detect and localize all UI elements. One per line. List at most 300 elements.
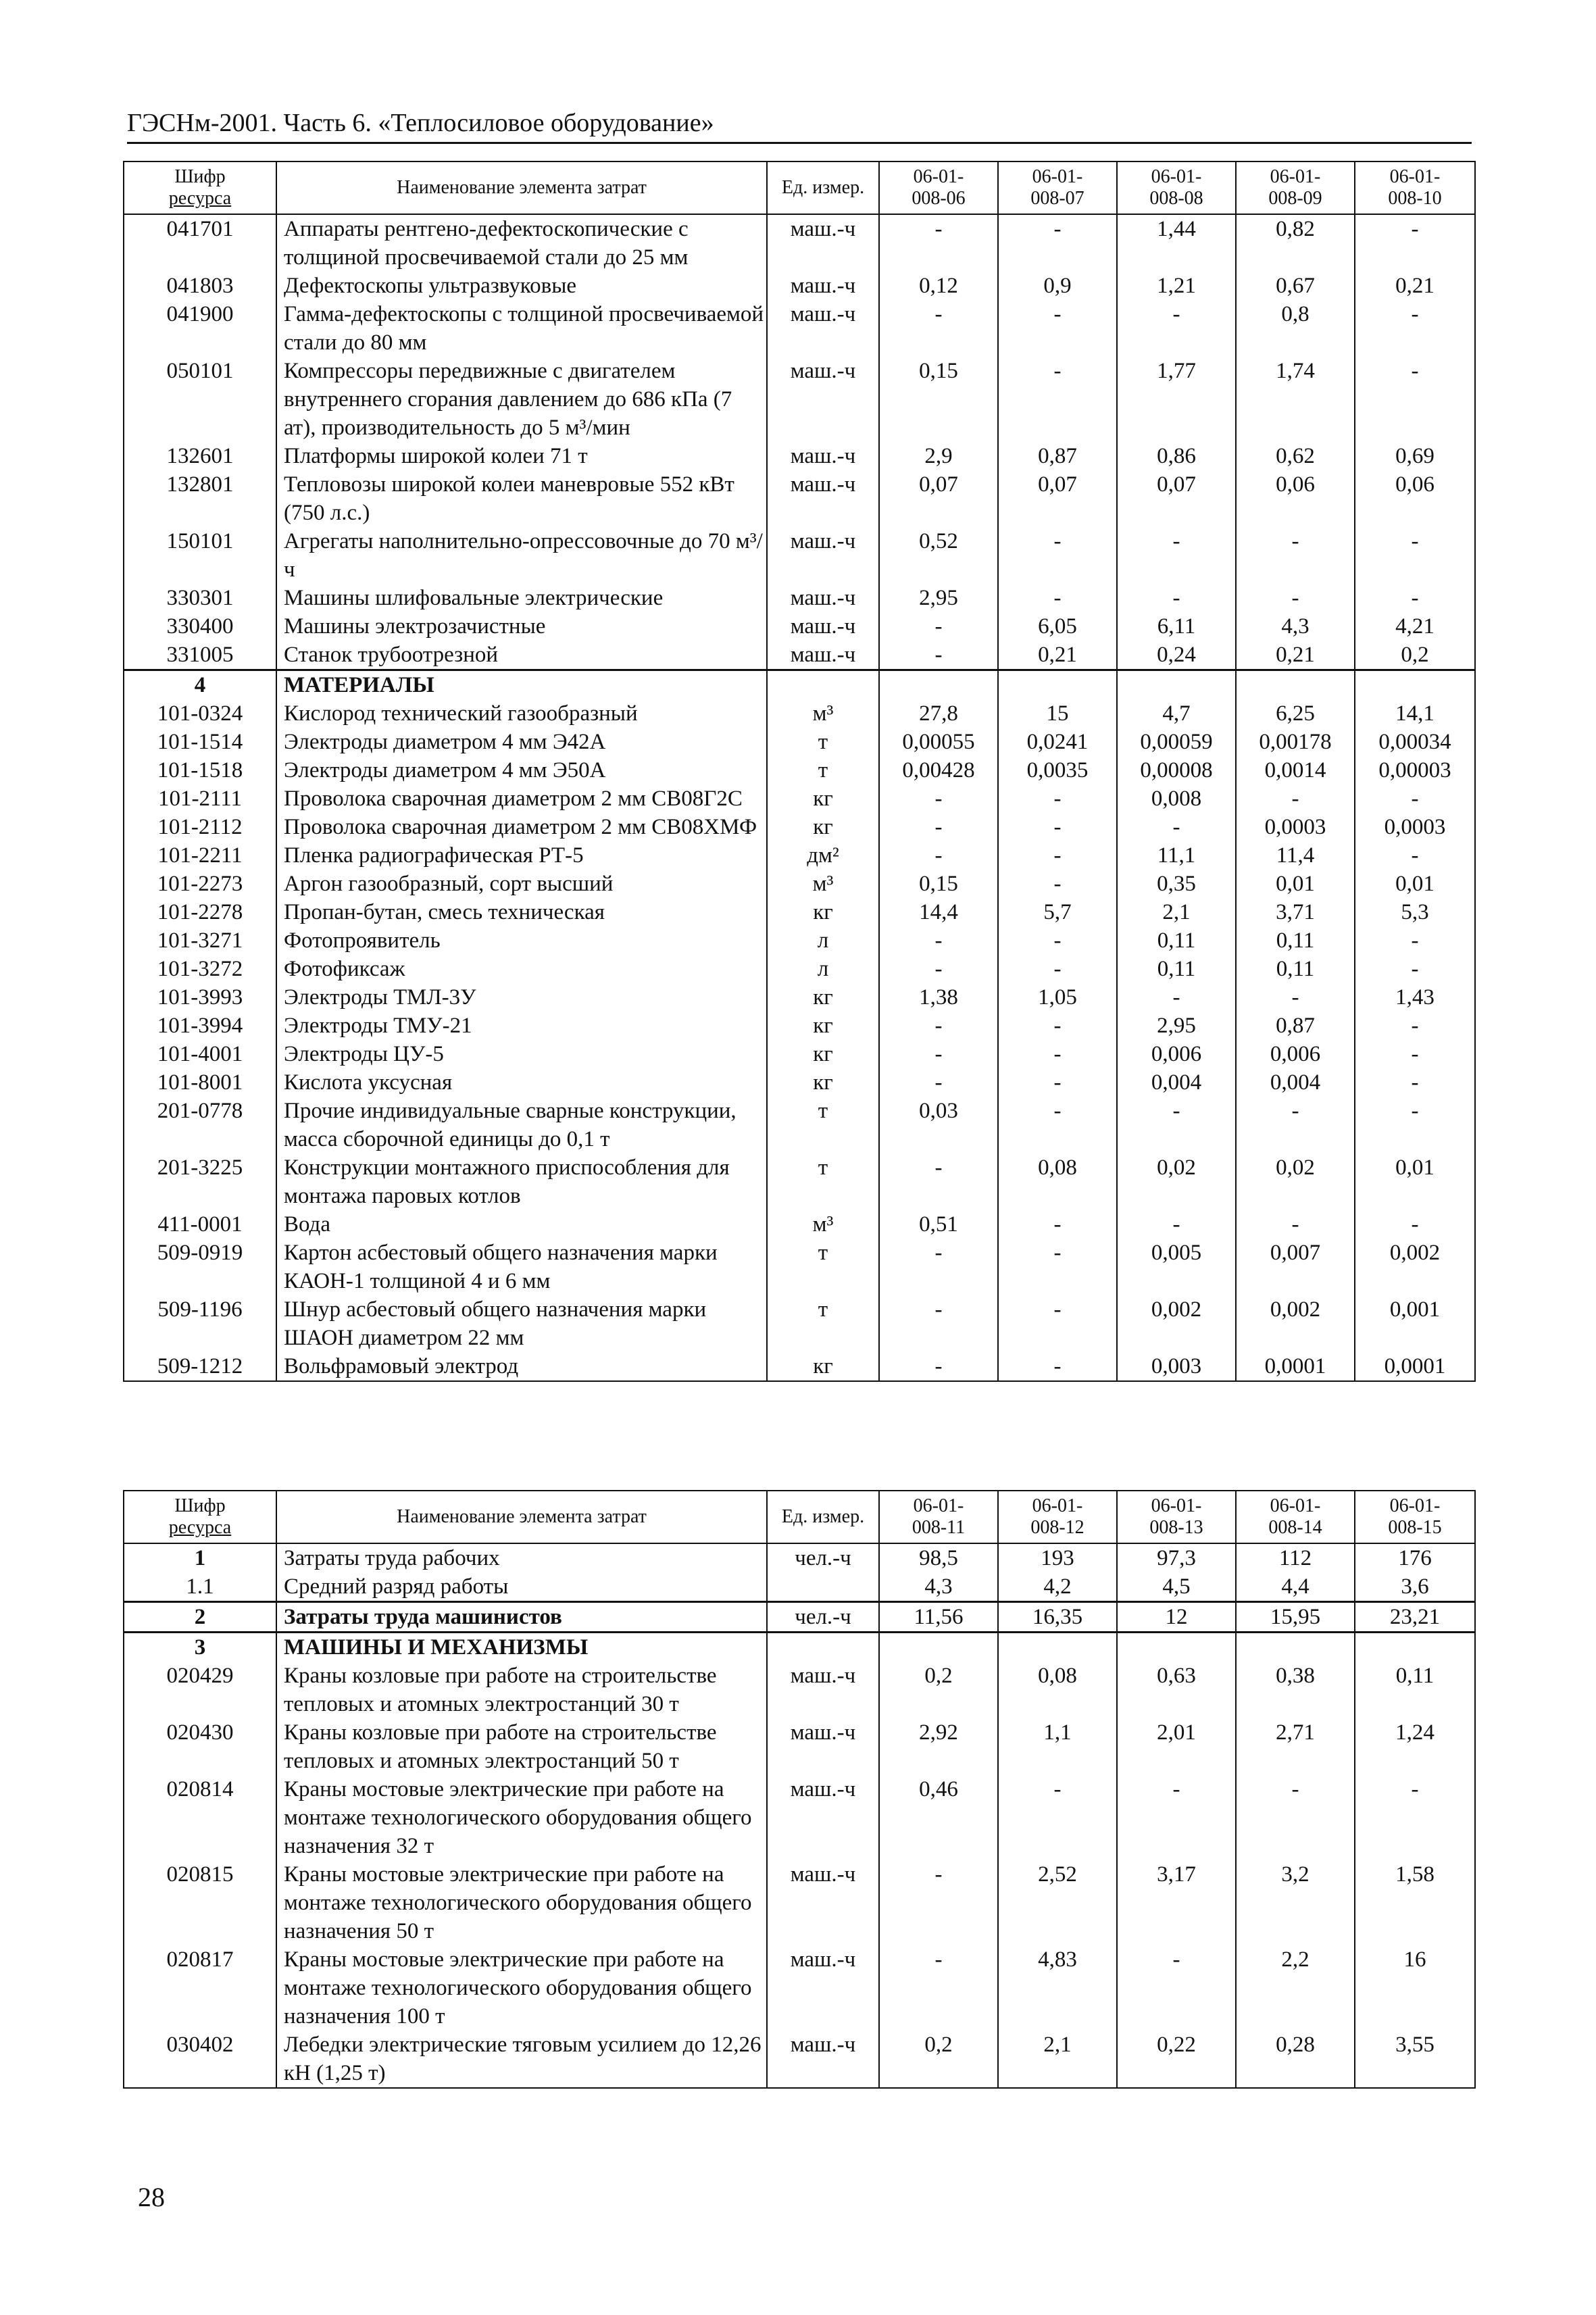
value-cell: 0,07 xyxy=(998,470,1117,527)
unit xyxy=(767,670,879,700)
resource-name: Краны козловые при работе на строительстве тепловых и атомных электростанций 50 т xyxy=(276,1718,767,1775)
table-row xyxy=(124,870,1475,898)
value-cell: 0,15 xyxy=(879,357,998,442)
value-cell xyxy=(1117,670,1236,700)
value-cell: 16 xyxy=(1355,1945,1475,2031)
resource-name: Агрегаты наполнительно-опрессовочные до 70 м³/ч xyxy=(276,527,767,584)
unit: маш.-ч xyxy=(767,641,879,670)
value-cell: 15,95 xyxy=(1236,1602,1355,1633)
value-cell: - xyxy=(1355,1775,1475,1860)
table-row xyxy=(124,785,1475,813)
resource-code: 101-2278 xyxy=(124,898,276,926)
resource-name: Средний разряд работы xyxy=(276,1572,767,1602)
page-number: 28 xyxy=(138,2182,165,2212)
table-row xyxy=(124,1945,1475,2031)
section-title: МАШИНЫ И МЕХАНИЗМЫ xyxy=(276,1633,767,1662)
resource-name: Проволока сварочная диаметром 2 мм СВ08ХМФ xyxy=(276,813,767,841)
header-row xyxy=(124,1491,1475,1543)
value-cell: 0,07 xyxy=(1117,470,1236,527)
resource-code: 020430 xyxy=(124,1718,276,1775)
value-cell: 4,3 xyxy=(1236,612,1355,641)
header-rule xyxy=(127,142,1472,144)
value-cell: - xyxy=(998,926,1117,955)
resource-code: 411-0001 xyxy=(124,1210,276,1239)
value-cell: - xyxy=(1117,1775,1236,1860)
value-cell: 0,9 xyxy=(998,272,1117,300)
unit: кг xyxy=(767,1040,879,1068)
value-cell: - xyxy=(998,1352,1117,1381)
resource-name: Аппараты рентгено-дефектоскопические с толщиной просвечиваемой стали до 25 мм xyxy=(276,214,767,272)
unit: маш.-ч xyxy=(767,357,879,442)
resource-code: 041701 xyxy=(124,214,276,272)
value-cell: 6,11 xyxy=(1117,612,1236,641)
value-cell: - xyxy=(879,1239,998,1295)
value-cell: - xyxy=(998,955,1117,983)
resource-name: Проволока сварочная диаметром 2 мм СВ08Г2С xyxy=(276,785,767,813)
value-cell: 3,55 xyxy=(1355,2031,1475,2088)
value-cell: 0,001 xyxy=(1355,1295,1475,1352)
resource-code: 020429 xyxy=(124,1662,276,1718)
table-row xyxy=(124,1775,1475,1860)
value-cell: 0,24 xyxy=(1117,641,1236,670)
value-cell: - xyxy=(1236,1097,1355,1153)
header-norm-line2: 008-10 xyxy=(1388,188,1442,209)
value-cell: 112 xyxy=(1236,1543,1355,1572)
value-cell: 0,22 xyxy=(1117,2031,1236,2088)
header-norm-line1: 06-01- xyxy=(1032,166,1083,187)
value-cell: 14,4 xyxy=(879,898,998,926)
resource-code: 101-2273 xyxy=(124,870,276,898)
value-cell: - xyxy=(1117,527,1236,584)
unit: т xyxy=(767,1153,879,1210)
value-cell: 176 xyxy=(1355,1543,1475,1572)
resource-code: 331005 xyxy=(124,641,276,670)
resource-code: 509-0919 xyxy=(124,1239,276,1295)
table-row xyxy=(124,1153,1475,1210)
table-row xyxy=(124,272,1475,300)
header-norm-line1: 06-01- xyxy=(1389,1495,1441,1516)
table-row xyxy=(124,1295,1475,1352)
value-cell: - xyxy=(1355,357,1475,442)
unit: м³ xyxy=(767,1210,879,1239)
header-code-line1: Шифр xyxy=(174,1495,226,1516)
header-norm-line2: 008-13 xyxy=(1149,1517,1203,1538)
table-row xyxy=(124,926,1475,955)
value-cell: - xyxy=(998,1239,1117,1295)
value-cell: 4,4 xyxy=(1236,1572,1355,1602)
resource-code: 330400 xyxy=(124,612,276,641)
value-cell: - xyxy=(1355,584,1475,612)
resource-name: Краны козловые при работе на строительстве тепловых и атомных электростанций 30 т xyxy=(276,1662,767,1718)
value-cell: 1,58 xyxy=(1355,1860,1475,1945)
resource-code: 150101 xyxy=(124,527,276,584)
value-cell: 0,87 xyxy=(1236,1012,1355,1040)
table-row xyxy=(124,841,1475,870)
value-cell: 23,21 xyxy=(1355,1602,1475,1633)
resource-code: 3 xyxy=(124,1633,276,1662)
value-cell xyxy=(879,1633,998,1662)
value-cell: 4,21 xyxy=(1355,612,1475,641)
value-cell: - xyxy=(1117,300,1236,357)
header-name: Наименование элемента затрат xyxy=(276,161,767,214)
table-row xyxy=(124,357,1475,442)
resource-name: Вольфрамовый электрод xyxy=(276,1352,767,1381)
resource-name: Аргон газообразный, сорт высший xyxy=(276,870,767,898)
resource-code: 509-1196 xyxy=(124,1295,276,1352)
section-row xyxy=(124,670,1475,700)
resource-name: Машины электрозачистные xyxy=(276,612,767,641)
resource-name: Краны мостовые электрические при работе на монтаже технологического оборудования общего назначения 50 т xyxy=(276,1860,767,1945)
table-row xyxy=(124,1602,1475,1633)
resource-code: 1 xyxy=(124,1543,276,1572)
header-norm-code xyxy=(1117,161,1236,214)
resource-name: Кислород технический газообразный xyxy=(276,699,767,728)
value-cell: 97,3 xyxy=(1117,1543,1236,1572)
value-cell: 98,5 xyxy=(879,1543,998,1572)
page-header: ГЭСНм-2001. Часть 6. «Теплосиловое оборудование» xyxy=(127,109,714,137)
section-row xyxy=(124,1633,1475,1662)
value-cell: 2,1 xyxy=(998,2031,1117,2088)
value-cell: 0,0241 xyxy=(998,728,1117,756)
value-cell: - xyxy=(1355,1210,1475,1239)
resource-name: Станок трубоотрезной xyxy=(276,641,767,670)
value-cell: 1,1 xyxy=(998,1718,1117,1775)
value-cell: - xyxy=(879,641,998,670)
value-cell: 0,21 xyxy=(1236,641,1355,670)
resource-code: 101-3994 xyxy=(124,1012,276,1040)
table-row xyxy=(124,641,1475,670)
value-cell: 0,0001 xyxy=(1355,1352,1475,1381)
value-cell: 0,06 xyxy=(1355,470,1475,527)
value-cell: 0,00034 xyxy=(1355,728,1475,756)
value-cell: 4,83 xyxy=(998,1945,1117,2031)
resource-name: Шнур асбестовый общего назначения марки ШАОН диаметром 22 мм xyxy=(276,1295,767,1352)
value-cell: - xyxy=(1355,1040,1475,1068)
value-cell: - xyxy=(879,813,998,841)
value-cell xyxy=(998,1633,1117,1662)
header-norm-code xyxy=(1355,1491,1475,1543)
value-cell: 1,77 xyxy=(1117,357,1236,442)
value-cell: - xyxy=(879,785,998,813)
value-cell: 0,11 xyxy=(1236,926,1355,955)
resource-code: 101-2111 xyxy=(124,785,276,813)
header-norm-line1: 06-01- xyxy=(1032,1495,1083,1516)
value-cell: - xyxy=(879,612,998,641)
table-row xyxy=(124,300,1475,357)
table-row xyxy=(124,1572,1475,1602)
header-norm-line2: 008-07 xyxy=(1030,188,1084,209)
value-cell: 1,21 xyxy=(1117,272,1236,300)
resource-code: 020814 xyxy=(124,1775,276,1860)
value-cell: 5,3 xyxy=(1355,898,1475,926)
value-cell: 0,67 xyxy=(1236,272,1355,300)
unit: кг xyxy=(767,785,879,813)
value-cell: - xyxy=(998,1040,1117,1068)
value-cell: 0,21 xyxy=(998,641,1117,670)
value-cell: 11,56 xyxy=(879,1602,998,1633)
value-cell: 193 xyxy=(998,1543,1117,1572)
value-cell: 0,35 xyxy=(1117,870,1236,898)
header-name: Наименование элемента затрат xyxy=(276,1491,767,1543)
value-cell: - xyxy=(998,1775,1117,1860)
header-code xyxy=(124,1491,276,1543)
value-cell xyxy=(1117,1633,1236,1662)
header-code-line2: ресурса xyxy=(168,1517,232,1538)
resource-code: 101-3272 xyxy=(124,955,276,983)
unit: л xyxy=(767,926,879,955)
value-cell: - xyxy=(879,1352,998,1381)
table-row xyxy=(124,1012,1475,1040)
value-cell: 0,62 xyxy=(1236,442,1355,470)
resource-code: 201-0778 xyxy=(124,1097,276,1153)
value-cell: 11,4 xyxy=(1236,841,1355,870)
table-row xyxy=(124,214,1475,272)
value-cell: 0,11 xyxy=(1355,1662,1475,1718)
value-cell: - xyxy=(879,926,998,955)
value-cell xyxy=(1355,1633,1475,1662)
header-code-line2: ресурса xyxy=(168,188,232,209)
unit: кг xyxy=(767,898,879,926)
value-cell: 2,71 xyxy=(1236,1718,1355,1775)
unit: маш.-ч xyxy=(767,470,879,527)
value-cell: - xyxy=(998,300,1117,357)
header-norm-code xyxy=(1355,161,1475,214)
header-norm-code xyxy=(1236,1491,1355,1543)
value-cell xyxy=(879,670,998,700)
value-cell: 1,24 xyxy=(1355,1718,1475,1775)
header-norm-code xyxy=(879,1491,998,1543)
value-cell: 0,2 xyxy=(879,1662,998,1718)
value-cell: 0,0014 xyxy=(1236,756,1355,785)
resource-code: 101-2211 xyxy=(124,841,276,870)
value-cell: - xyxy=(1236,983,1355,1012)
value-cell: 0,003 xyxy=(1117,1352,1236,1381)
unit: кг xyxy=(767,1352,879,1381)
value-cell: 1,38 xyxy=(879,983,998,1012)
resource-code: 041900 xyxy=(124,300,276,357)
resource-name: Прочие индивидуальные сварные конструкции, масса сборочной единицы до 0,1 т xyxy=(276,1097,767,1153)
header-norm-line2: 008-06 xyxy=(912,188,966,209)
value-cell: 0,69 xyxy=(1355,442,1475,470)
value-cell: 0,2 xyxy=(879,2031,998,2088)
unit: чел.-ч xyxy=(767,1543,879,1572)
value-cell: 2,52 xyxy=(998,1860,1117,1945)
value-cell: - xyxy=(879,955,998,983)
resource-code: 509-1212 xyxy=(124,1352,276,1381)
value-cell: 0,0003 xyxy=(1355,813,1475,841)
table-row xyxy=(124,1040,1475,1068)
value-cell: 0,28 xyxy=(1236,2031,1355,2088)
value-cell: 27,8 xyxy=(879,699,998,728)
resource-table-1 xyxy=(123,161,1476,1382)
value-cell: 0,15 xyxy=(879,870,998,898)
table-row xyxy=(124,1662,1475,1718)
unit: т xyxy=(767,1097,879,1153)
resource-name: Дефектоскопы ультразвуковые xyxy=(276,272,767,300)
value-cell: 0,004 xyxy=(1117,1068,1236,1097)
value-cell: 0,2 xyxy=(1355,641,1475,670)
unit: маш.-ч xyxy=(767,1945,879,2031)
value-cell xyxy=(1236,670,1355,700)
table-row xyxy=(124,584,1475,612)
table-row xyxy=(124,1239,1475,1295)
value-cell: 0,007 xyxy=(1236,1239,1355,1295)
value-cell: 0,00059 xyxy=(1117,728,1236,756)
value-cell: 0,11 xyxy=(1236,955,1355,983)
value-cell: - xyxy=(1236,785,1355,813)
unit xyxy=(767,1572,879,1602)
unit: маш.-ч xyxy=(767,584,879,612)
header-norm-line1: 06-01- xyxy=(1389,166,1441,187)
value-cell: - xyxy=(1236,1210,1355,1239)
unit: маш.-ч xyxy=(767,442,879,470)
value-cell: 0,00055 xyxy=(879,728,998,756)
value-cell: 12 xyxy=(1117,1602,1236,1633)
value-cell: 4,5 xyxy=(1117,1572,1236,1602)
value-cell: 0,87 xyxy=(998,442,1117,470)
table-row xyxy=(124,1718,1475,1775)
value-cell: 0,0003 xyxy=(1236,813,1355,841)
resource-name: Пленка радиографическая РТ-5 xyxy=(276,841,767,870)
resource-code: 1.1 xyxy=(124,1572,276,1602)
value-cell: 1,43 xyxy=(1355,983,1475,1012)
value-cell xyxy=(998,670,1117,700)
value-cell: 3,2 xyxy=(1236,1860,1355,1945)
value-cell: - xyxy=(998,813,1117,841)
value-cell: - xyxy=(879,1068,998,1097)
resource-code: 101-3271 xyxy=(124,926,276,955)
value-cell: - xyxy=(879,841,998,870)
resource-code: 201-3225 xyxy=(124,1153,276,1210)
header-norm-line1: 06-01- xyxy=(1270,166,1321,187)
table-row xyxy=(124,527,1475,584)
value-cell: - xyxy=(1117,1097,1236,1153)
value-cell: - xyxy=(879,1860,998,1945)
header-norm-code xyxy=(1236,161,1355,214)
value-cell: - xyxy=(998,214,1117,272)
resource-name: Электроды ТМУ-21 xyxy=(276,1012,767,1040)
value-cell: 14,1 xyxy=(1355,699,1475,728)
header-norm-code xyxy=(998,161,1117,214)
resource-name: Компрессоры передвижные с двигателем внутреннего сгорания давлением до 686 кПа (7 ат), производительность до 5 м³/мин xyxy=(276,357,767,442)
header-norm-line2: 008-15 xyxy=(1388,1517,1442,1538)
resource-name: Картон асбестовый общего назначения марки КАОН-1 толщиной 4 и 6 мм xyxy=(276,1239,767,1295)
header-row xyxy=(124,161,1475,214)
value-cell: 3,71 xyxy=(1236,898,1355,926)
table-row xyxy=(124,1543,1475,1572)
unit: дм² xyxy=(767,841,879,870)
header-norm-line1: 06-01- xyxy=(1151,1495,1202,1516)
table-row xyxy=(124,1352,1475,1381)
unit: маш.-ч xyxy=(767,1662,879,1718)
resource-code: 101-2112 xyxy=(124,813,276,841)
table-row xyxy=(124,1210,1475,1239)
resource-code: 041803 xyxy=(124,272,276,300)
value-cell: 0,63 xyxy=(1117,1662,1236,1718)
value-cell: - xyxy=(1355,1097,1475,1153)
value-cell: 0,82 xyxy=(1236,214,1355,272)
header-unit: Ед. измер. xyxy=(767,1491,879,1543)
unit: чел.-ч xyxy=(767,1602,879,1633)
value-cell: 0,12 xyxy=(879,272,998,300)
unit: м³ xyxy=(767,699,879,728)
value-cell: - xyxy=(1355,955,1475,983)
value-cell: 4,2 xyxy=(998,1572,1117,1602)
header-norm-code xyxy=(998,1491,1117,1543)
value-cell: 0,86 xyxy=(1117,442,1236,470)
resource-code: 030402 xyxy=(124,2031,276,2088)
value-cell: 3,17 xyxy=(1117,1860,1236,1945)
resource-code: 020817 xyxy=(124,1945,276,2031)
table-row xyxy=(124,1068,1475,1097)
resource-code: 101-8001 xyxy=(124,1068,276,1097)
value-cell: - xyxy=(998,870,1117,898)
value-cell: - xyxy=(1117,813,1236,841)
value-cell: - xyxy=(879,1945,998,2031)
resource-code: 101-1514 xyxy=(124,728,276,756)
value-cell: - xyxy=(1236,584,1355,612)
resource-code: 020815 xyxy=(124,1860,276,1945)
table-row xyxy=(124,612,1475,641)
value-cell: 16,35 xyxy=(998,1602,1117,1633)
value-cell: - xyxy=(998,1210,1117,1239)
section-title: МАТЕРИАЛЫ xyxy=(276,670,767,700)
resource-code: 101-3993 xyxy=(124,983,276,1012)
unit: кг xyxy=(767,983,879,1012)
resource-code: 4 xyxy=(124,670,276,700)
value-cell: - xyxy=(1355,300,1475,357)
resource-table-2 xyxy=(123,1490,1476,2089)
table-row xyxy=(124,699,1475,728)
value-cell xyxy=(1236,1633,1355,1662)
resource-name: Тепловозы широкой колеи маневровые 552 кВт (750 л.с.) xyxy=(276,470,767,527)
resource-name: Затраты труда рабочих xyxy=(276,1543,767,1572)
unit: т xyxy=(767,1295,879,1352)
resource-name: Электроды диаметром 4 мм Э42А xyxy=(276,728,767,756)
header-norm-line2: 008-08 xyxy=(1149,188,1203,209)
value-cell: - xyxy=(879,1295,998,1352)
resource-name: Электроды ТМЛ-3У xyxy=(276,983,767,1012)
value-cell: - xyxy=(1117,1210,1236,1239)
value-cell: 5,7 xyxy=(998,898,1117,926)
value-cell: - xyxy=(1117,1945,1236,2031)
value-cell: 0,02 xyxy=(1236,1153,1355,1210)
unit: л xyxy=(767,955,879,983)
table-row xyxy=(124,955,1475,983)
value-cell: 0,002 xyxy=(1355,1239,1475,1295)
value-cell: 0,00178 xyxy=(1236,728,1355,756)
value-cell: 0,00008 xyxy=(1117,756,1236,785)
unit: кг xyxy=(767,813,879,841)
value-cell: - xyxy=(1117,584,1236,612)
resource-code: 050101 xyxy=(124,357,276,442)
table-row xyxy=(124,898,1475,926)
value-cell: - xyxy=(998,584,1117,612)
unit: кг xyxy=(767,1068,879,1097)
table-row xyxy=(124,442,1475,470)
table-row xyxy=(124,1860,1475,1945)
value-cell: 0,004 xyxy=(1236,1068,1355,1097)
value-cell: 0,46 xyxy=(879,1775,998,1860)
resource-name: Электроды ЦУ-5 xyxy=(276,1040,767,1068)
unit: т xyxy=(767,1239,879,1295)
header-norm-line1: 06-01- xyxy=(913,1495,964,1516)
resource-code: 132601 xyxy=(124,442,276,470)
unit: маш.-ч xyxy=(767,300,879,357)
unit: маш.-ч xyxy=(767,214,879,272)
header-unit: Ед. измер. xyxy=(767,161,879,214)
resource-name: Фотопроявитель xyxy=(276,926,767,955)
